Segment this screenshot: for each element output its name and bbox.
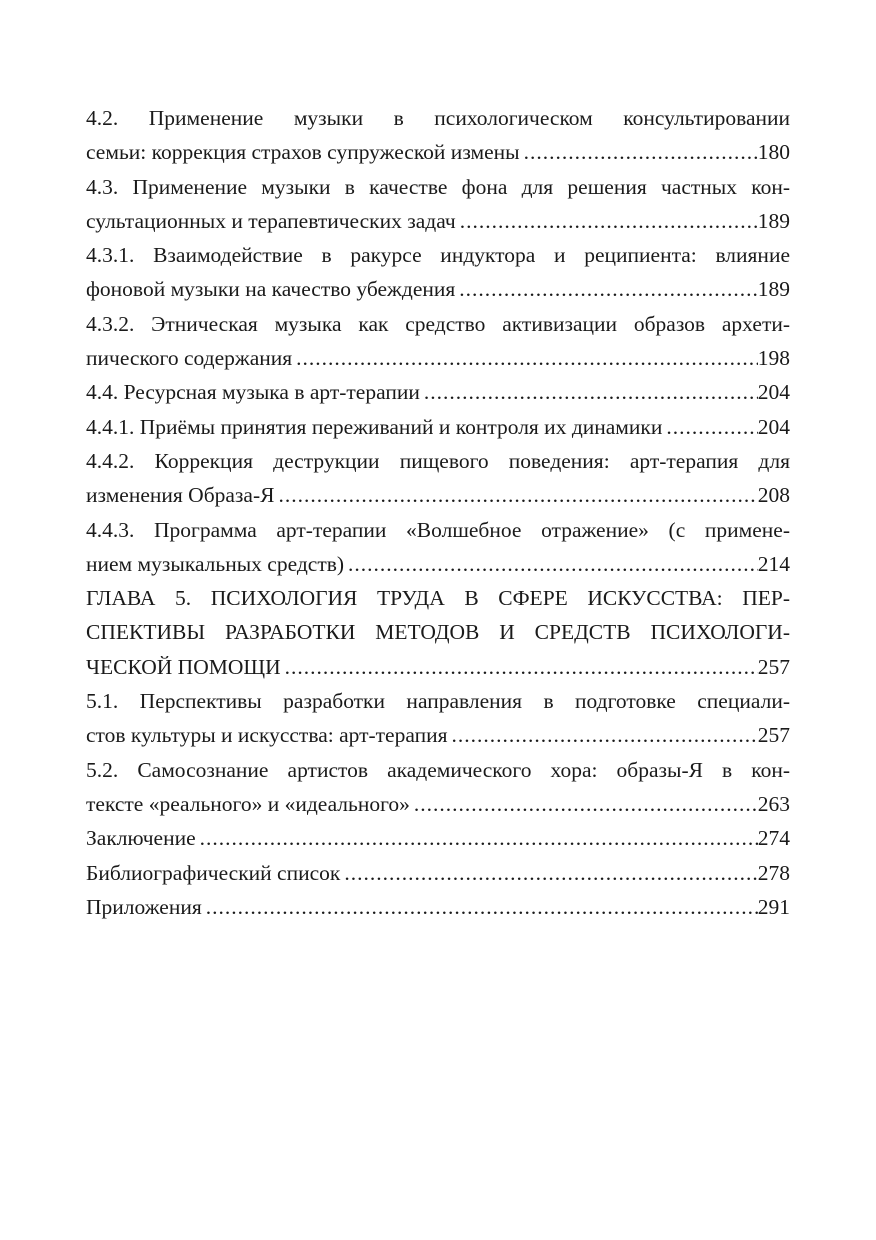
toc-entry-text: 4.4.2. Коррекция деструкции пищевого поведения: арт-терапия для: [86, 448, 790, 473]
dot-leader: [460, 204, 758, 238]
toc-entry-conclusion: [86, 821, 790, 855]
toc-page-number: 257: [757, 654, 790, 679]
toc-page-number: 257: [757, 723, 790, 748]
dot-leader: [524, 135, 758, 169]
toc-entry-text: 5.2. Самосознание артистов академического хора: образы-Я в кон-: [86, 757, 790, 782]
toc-page-number: 291: [757, 894, 790, 919]
toc-entry-text: фоновой музыки на качество убеждения: [86, 277, 456, 302]
toc-entry-bibliography: [86, 856, 790, 890]
toc-page-number: 189: [757, 208, 790, 233]
dot-leader: [666, 410, 757, 444]
dot-leader: [348, 547, 758, 581]
table-of-contents: [86, 101, 790, 924]
toc-entry-text: Заключение: [86, 826, 196, 851]
toc-entry-4-4-2: [86, 444, 790, 513]
toc-page-number: 274: [757, 826, 790, 851]
dot-leader: [452, 718, 758, 752]
toc-entry-text: Приложения: [86, 894, 202, 919]
toc-entry-text: 4.4.3. Программа арт-терапии «Волшебное отражение» (с примене-: [86, 517, 790, 542]
dot-leader: [285, 650, 758, 684]
toc-entry-text: 4.3. Применение музыки в качестве фона для решения частных кон-: [86, 174, 790, 199]
toc-page-number: 204: [757, 414, 790, 439]
toc-entry-text: 4.3.1. Взаимодействие в ракурсе индуктора и реципиента: влияние: [86, 243, 790, 268]
toc-entry-text: 4.4. Ресурсная музыка в арт-терапии: [86, 380, 420, 405]
toc-entry-text: Библиографический список: [86, 860, 341, 885]
toc-entry-text: 5.1. Перспективы разработки направления в подготовке специали-: [86, 689, 790, 714]
dot-leader: [424, 375, 758, 409]
dot-leader: [296, 341, 758, 375]
toc-page-number: 263: [757, 791, 790, 816]
dot-leader: [278, 478, 757, 512]
toc-entry-text: изменения Образа-Я: [86, 483, 275, 508]
toc-entry-text: ЧЕСКОЙ ПОМОЩИ: [86, 654, 281, 679]
toc-entry-text: 4.4.1. Приёмы принятия переживаний и контроля их динамики: [86, 414, 663, 439]
toc-entry-text: СПЕКТИВЫ РАЗРАБОТКИ МЕТОДОВ И СРЕДСТВ ПСИХОЛОГИ-: [86, 620, 790, 645]
toc-entry-5-2: [86, 753, 790, 822]
toc-page-number: 214: [757, 551, 790, 576]
toc-entry-text: стов культуры и искусства: арт-терапия: [86, 723, 448, 748]
toc-entry-text: семьи: коррекция страхов супружеской измены: [86, 140, 520, 165]
toc-entry-4-3-2: [86, 307, 790, 376]
dot-leader: [200, 821, 758, 855]
dot-leader: [459, 272, 757, 306]
dot-leader: [344, 856, 757, 890]
toc-page-number: 189: [757, 277, 790, 302]
toc-entry-text: пического содержания: [86, 346, 293, 371]
toc-page-number: 278: [757, 860, 790, 885]
toc-entry-4-3: [86, 170, 790, 239]
toc-entry-text: нием музыкальных средств): [86, 551, 345, 576]
toc-entry-4-4-1: [86, 410, 790, 444]
toc-entry-4-3-1: [86, 238, 790, 307]
toc-entry-chapter-5: [86, 581, 790, 684]
toc-entry-text: 4.3.2. Этническая музыка как средство активизации образов архети-: [86, 311, 790, 336]
toc-entry-appendices: [86, 890, 790, 924]
toc-page-number: 204: [757, 380, 790, 405]
toc-entry-text: 4.2. Применение музыки в психологическом консультировании: [86, 106, 790, 130]
toc-entry-5-1: [86, 684, 790, 753]
dot-leader: [414, 787, 758, 821]
toc-entry-4-4: [86, 375, 790, 409]
toc-entry-4-4-3: [86, 513, 790, 582]
toc-entry-text: тексте «реального» и «идеального»: [86, 791, 410, 816]
toc-entry-text: ГЛАВА 5. ПСИХОЛОГИЯ ТРУДА В СФЕРЕ ИСКУССТВА: ПЕР-: [86, 586, 790, 611]
toc-entry-4-2: [86, 101, 790, 170]
dot-leader: [206, 890, 758, 924]
toc-page-number: 180: [757, 140, 790, 165]
toc-page-number: 208: [757, 483, 790, 508]
toc-entry-text: сультационных и терапевтических задач: [86, 208, 456, 233]
toc-page-number: 198: [757, 346, 790, 371]
